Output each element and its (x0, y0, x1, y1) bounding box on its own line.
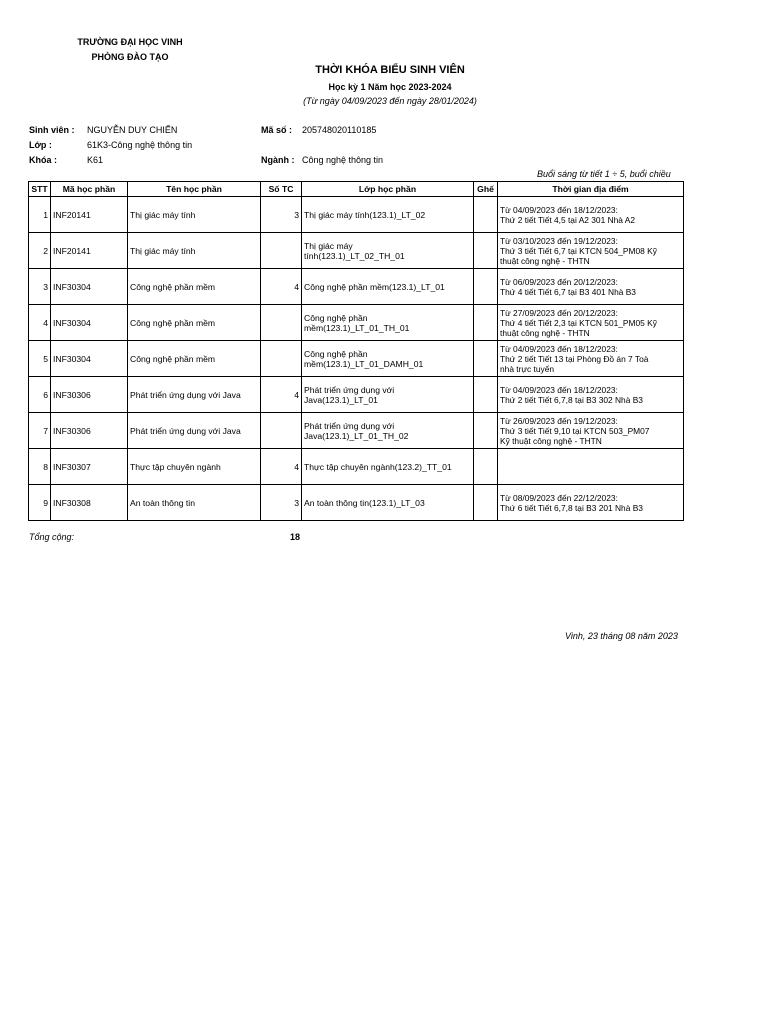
cell-stt: 9 (29, 485, 51, 521)
cell-course-code: INF30308 (51, 485, 128, 521)
cell-credits (261, 413, 302, 449)
cell-credits: 4 (261, 377, 302, 413)
student-id-label: Mã số : (261, 125, 293, 135)
cell-course-name: Phát triển ứng dụng với Java (128, 377, 261, 413)
cell-credits: 3 (261, 485, 302, 521)
table-header-row (29, 182, 684, 197)
cell-class-section: Phát triển ứng dụng với Java(123.1)_LT_01 (302, 377, 474, 413)
cell-class-section: Thực tập chuyên ngành(123.2)_TT_01 (302, 449, 474, 485)
cell-time-location: Từ 06/09/2023 đến 20/12/2023: Thứ 4 tiết Tiết 6,7 tại B3 401 Nhà B3 (498, 269, 684, 305)
cell-seat (474, 233, 498, 269)
cell-class-section: Phát triển ứng dụng với Java(123.1)_LT_01_TH_02 (302, 413, 474, 449)
cell-course-code: INF20141 (51, 233, 128, 269)
cell-seat (474, 377, 498, 413)
cell-time-location: Từ 03/10/2023 đến 19/12/2023: Thứ 3 tiết Tiết 6,7 tại KTCN 504_PM08 Kỹ thuật công nghệ - THTN (498, 233, 684, 269)
student-class: 61K3-Công nghệ thông tin (87, 140, 193, 150)
cell-seat (474, 413, 498, 449)
university-name: TRƯỜNG ĐẠI HỌC VINH (77, 37, 183, 47)
place-date: Vinh, 23 tháng 08 năm 2023 (565, 631, 678, 641)
cell-class-section: Công nghệ phần mềm(123.1)_LT_01_TH_01 (302, 305, 474, 341)
cell-course-name: Công nghệ phần mềm (128, 269, 261, 305)
session-note: Buổi sáng từ tiết 1 ÷ 5, buổi chiều (537, 169, 671, 179)
cell-course-code: INF30306 (51, 413, 128, 449)
class-label: Lớp : (29, 140, 52, 150)
cell-time-location: Từ 26/09/2023 đến 19/12/2023: Thứ 3 tiết Tiết 9,10 tại KTCN 503_PM07 Kỹ thuật công nghệ - THTN (498, 413, 684, 449)
cell-seat (474, 485, 498, 521)
student-name-label: Sinh viên : (29, 125, 75, 135)
cell-stt: 6 (29, 377, 51, 413)
cell-course-code: INF30306 (51, 377, 128, 413)
column-header-stt: STT (29, 182, 51, 197)
cell-course-name: Thực tập chuyên ngành (128, 449, 261, 485)
cell-course-code: INF30307 (51, 449, 128, 485)
table-row (29, 197, 684, 233)
cell-course-name: An toàn thông tin (128, 485, 261, 521)
cell-time-location: Từ 04/09/2023 đến 18/12/2023: Thứ 2 tiết Tiết 6,7,8 tại B3 302 Nhà B3 (498, 377, 684, 413)
cell-course-code: INF20141 (51, 197, 128, 233)
cell-seat (474, 305, 498, 341)
cell-time-location: Từ 27/09/2023 đến 20/12/2023: Thứ 4 tiết Tiết 2,3 tại KTCN 501_PM05 Kỹ thuật công nghệ - THTN (498, 305, 684, 341)
course-label: Khóa : (29, 155, 57, 165)
cell-seat (474, 269, 498, 305)
cell-course-code: INF30304 (51, 305, 128, 341)
page-title: THỜI KHÓA BIỂU SINH VIÊN (315, 64, 465, 76)
cell-class-section: An toàn thông tin(123.1)_LT_03 (302, 485, 474, 521)
cell-time-location: Từ 04/09/2023 đến 18/12/2023: Thứ 2 tiết Tiết 4,5 tại A2 301 Nhà A2 (498, 197, 684, 233)
cell-class-section: Công nghệ phần mềm(123.1)_LT_01_DAMH_01 (302, 341, 474, 377)
cell-time-location (498, 449, 684, 485)
student-name: NGUYỄN DUY CHIẾN (87, 125, 178, 135)
cell-credits (261, 305, 302, 341)
student-course: K61 (87, 155, 104, 165)
cell-credits (261, 341, 302, 377)
cell-class-section: Thị giác máy tính(123.1)_LT_02 (302, 197, 474, 233)
student-major: Công nghệ thông tin (302, 155, 384, 165)
table-row (29, 413, 684, 449)
student-id: 205748020110185 (302, 125, 377, 135)
cell-course-name: Phát triển ứng dụng với Java (128, 413, 261, 449)
table-row (29, 269, 684, 305)
column-header-credits: Số TC (261, 182, 302, 197)
cell-credits (261, 233, 302, 269)
cell-course-code: INF30304 (51, 269, 128, 305)
major-label: Ngành : (261, 155, 295, 165)
cell-seat (474, 449, 498, 485)
cell-stt: 4 (29, 305, 51, 341)
cell-course-name: Công nghệ phần mềm (128, 305, 261, 341)
semester-label: Học kỳ 1 Năm học 2023-2024 (328, 82, 452, 92)
cell-stt: 7 (29, 413, 51, 449)
cell-class-section: Công nghệ phần mềm(123.1)_LT_01 (302, 269, 474, 305)
cell-time-location: Từ 08/09/2023 đến 22/12/2023: Thứ 6 tiết Tiết 6,7,8 tại B3 201 Nhà B3 (498, 485, 684, 521)
column-header-code: Mã học phần (51, 182, 128, 197)
table-row (29, 449, 684, 485)
cell-course-code: INF30304 (51, 341, 128, 377)
cell-credits: 3 (261, 197, 302, 233)
schedule-table (28, 181, 684, 521)
column-header-time: Thời gian địa điểm (498, 182, 684, 197)
cell-credits: 4 (261, 269, 302, 305)
table-row (29, 377, 684, 413)
cell-seat (474, 197, 498, 233)
cell-stt: 2 (29, 233, 51, 269)
cell-stt: 1 (29, 197, 51, 233)
date-range: (Từ ngày 04/09/2023 đến ngày 28/01/2024) (303, 96, 477, 106)
total-label: Tổng cộng: (29, 532, 75, 542)
department-name: PHÒNG ĐÀO TẠO (91, 52, 169, 62)
cell-time-location: Từ 04/09/2023 đến 18/12/2023: Thứ 2 tiết Tiết 13 tại Phòng Đồ án 7 Toà nhà trực tuyến (498, 341, 684, 377)
cell-class-section: Thị giác máy tính(123.1)_LT_02_TH_01 (302, 233, 474, 269)
cell-stt: 5 (29, 341, 51, 377)
table-row (29, 485, 684, 521)
column-header-class: Lớp học phần (302, 182, 474, 197)
cell-stt: 3 (29, 269, 51, 305)
table-row (29, 305, 684, 341)
column-header-name: Tên học phần (128, 182, 261, 197)
cell-course-name: Công nghệ phần mềm (128, 341, 261, 377)
cell-course-name: Thị giác máy tính (128, 197, 261, 233)
column-header-seat: Ghế (474, 182, 498, 197)
cell-course-name: Thị giác máy tính (128, 233, 261, 269)
cell-seat (474, 341, 498, 377)
table-row (29, 341, 684, 377)
cell-credits: 4 (261, 449, 302, 485)
cell-stt: 8 (29, 449, 51, 485)
table-row (29, 233, 684, 269)
total-credits: 18 (290, 532, 301, 542)
